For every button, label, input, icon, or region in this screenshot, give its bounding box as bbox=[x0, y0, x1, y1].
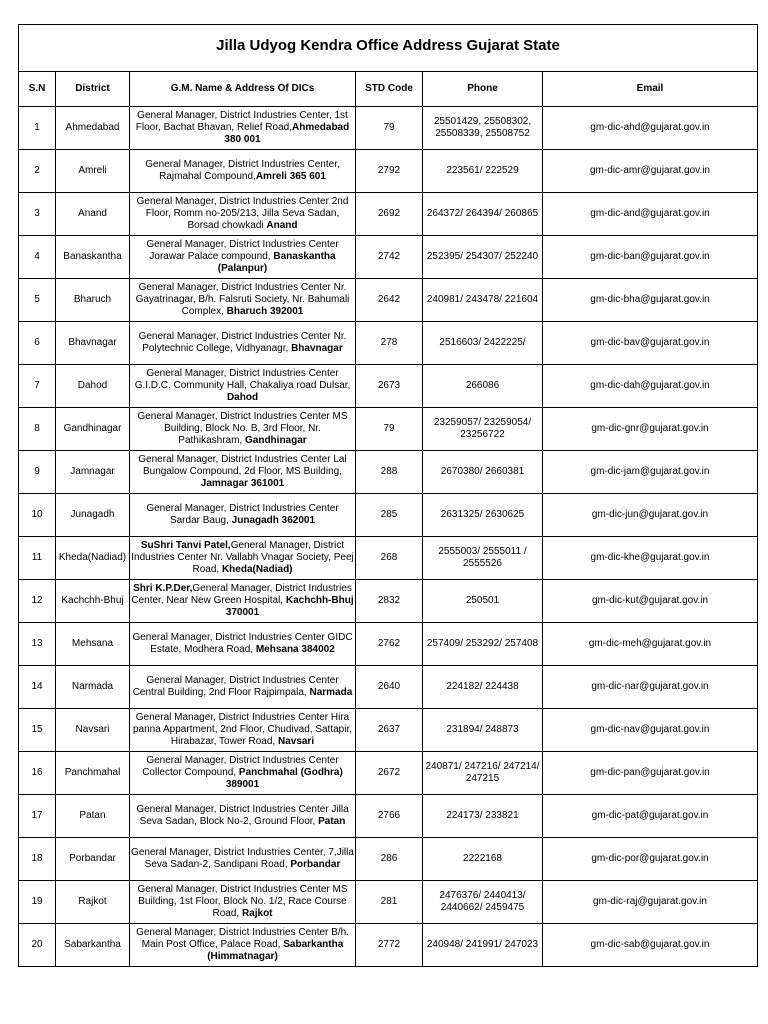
gm-name: SuShri Tanvi Patel, bbox=[140, 540, 231, 551]
header-phone: Phone bbox=[423, 72, 543, 107]
cell-std-code: 268 bbox=[356, 537, 423, 580]
cell-phone: 264372/ 264394/ 260865 bbox=[423, 193, 543, 236]
cell-std-code: 2672 bbox=[356, 752, 423, 795]
address-city: Bharuch 392001 bbox=[226, 306, 304, 317]
header-district: District bbox=[56, 72, 130, 107]
address-city: Kheda(Nadiad) bbox=[221, 564, 293, 575]
cell-address bbox=[130, 924, 356, 967]
cell-phone: 240871/ 247216/ 247214/ 247215 bbox=[423, 752, 543, 795]
address-text: General Manager, District Industries Center, Rajmahal Compound, bbox=[145, 159, 340, 182]
address-city: Amreli 365 601 bbox=[255, 171, 326, 182]
cell-sn: 6 bbox=[19, 322, 56, 365]
cell-district: Bhavnagar bbox=[56, 322, 130, 365]
address-text: General Manager, District Industries Center 2nd Floor, Romm no-205/213, Jilla Seva Sadan, Borsad chowkadi bbox=[136, 196, 349, 231]
cell-district: Porbandar bbox=[56, 838, 130, 881]
cell-sn: 9 bbox=[19, 451, 56, 494]
cell-email: gm-dic-pan@gujarat.gov.in bbox=[543, 752, 758, 795]
cell-address bbox=[130, 537, 356, 580]
cell-email: gm-dic-bav@gujarat.gov.in bbox=[543, 322, 758, 365]
cell-address bbox=[130, 279, 356, 322]
table-row bbox=[19, 623, 758, 666]
cell-sn: 13 bbox=[19, 623, 56, 666]
cell-std-code: 79 bbox=[356, 408, 423, 451]
address-city: Banaskantha (Palanpur) bbox=[217, 251, 336, 274]
cell-email: gm-dic-jun@gujarat.gov.in bbox=[543, 494, 758, 537]
cell-address bbox=[130, 838, 356, 881]
table-row bbox=[19, 580, 758, 623]
cell-email: gm-dic-nar@gujarat.gov.in bbox=[543, 666, 758, 709]
address-text: General Manager, District Industries Center GIDC Estate, Modhera Road, bbox=[132, 632, 353, 655]
cell-email: gm-dic-ahd@gujarat.gov.in bbox=[543, 107, 758, 150]
cell-address bbox=[130, 881, 356, 924]
cell-district: Dahod bbox=[56, 365, 130, 408]
cell-district: Kachchh-Bhuj bbox=[56, 580, 130, 623]
cell-district: Anand bbox=[56, 193, 130, 236]
cell-sn: 8 bbox=[19, 408, 56, 451]
cell-sn: 12 bbox=[19, 580, 56, 623]
cell-std-code: 281 bbox=[356, 881, 423, 924]
table-row bbox=[19, 494, 758, 537]
address-text: General Manager, District Industries Center Nr. Vallabh Vnagar Society, Peej Road, bbox=[131, 540, 354, 575]
table-row bbox=[19, 924, 758, 967]
address-text: General Manager, District Industries Center Lal Bungalow Compound, 2d Floor, MS Building, bbox=[138, 454, 347, 477]
cell-sn: 15 bbox=[19, 709, 56, 752]
table-row bbox=[19, 279, 758, 322]
cell-phone: 223561/ 222529 bbox=[423, 150, 543, 193]
address-text: General Manager, District Industries Center Hira panna Appartment, 2nd Floor, Chudivad, Sattapir, Hirabazar, Tower Road, bbox=[132, 712, 353, 747]
cell-address bbox=[130, 709, 356, 752]
cell-std-code: 2637 bbox=[356, 709, 423, 752]
cell-sn: 20 bbox=[19, 924, 56, 967]
table-row bbox=[19, 752, 758, 795]
cell-std-code: 2742 bbox=[356, 236, 423, 279]
cell-address bbox=[130, 107, 356, 150]
cell-email: gm-dic-khe@gujarat.gov.in bbox=[543, 537, 758, 580]
address-text: General Manager, District Industries Center Nr. Gayatrinagar, B/h. Falsruti Society, Nr. Bahumali Complex, bbox=[135, 282, 350, 317]
document-page bbox=[18, 24, 758, 967]
cell-email: gm-dic-and@gujarat.gov.in bbox=[543, 193, 758, 236]
cell-district: Rajkot bbox=[56, 881, 130, 924]
cell-std-code: 2692 bbox=[356, 193, 423, 236]
cell-std-code: 285 bbox=[356, 494, 423, 537]
address-city: Rajkot bbox=[241, 908, 273, 919]
cell-address bbox=[130, 365, 356, 408]
table-row bbox=[19, 795, 758, 838]
address-text: General Manager, District Industries Center G.I.D.C. Community Hall, Chakaliya road Dulsar, bbox=[134, 368, 351, 391]
cell-sn: 16 bbox=[19, 752, 56, 795]
cell-std-code: 2642 bbox=[356, 279, 423, 322]
document-title: Jilla Udyog Kendra Office Address Gujarat State bbox=[19, 25, 758, 72]
table-row bbox=[19, 365, 758, 408]
cell-address bbox=[130, 408, 356, 451]
cell-address bbox=[130, 451, 356, 494]
address-text: General Manager, District Industries Center MS Building, Block No. B, 3rd Floor, Nr. Pathikashram, bbox=[137, 411, 348, 446]
cell-std-code: 2673 bbox=[356, 365, 423, 408]
cell-std-code: 288 bbox=[356, 451, 423, 494]
cell-std-code: 2792 bbox=[356, 150, 423, 193]
cell-district: Kheda(Nadiad) bbox=[56, 537, 130, 580]
cell-phone: 2631325/ 2630625 bbox=[423, 494, 543, 537]
cell-address bbox=[130, 150, 356, 193]
cell-district: Narmada bbox=[56, 666, 130, 709]
table-row bbox=[19, 193, 758, 236]
cell-phone: 231894/ 248873 bbox=[423, 709, 543, 752]
cell-phone: 224173/ 233821 bbox=[423, 795, 543, 838]
cell-address bbox=[130, 795, 356, 838]
cell-phone: 257409/ 253292/ 257408 bbox=[423, 623, 543, 666]
table-row bbox=[19, 881, 758, 924]
cell-email: gm-dic-gnr@gujarat.gov.in bbox=[543, 408, 758, 451]
cell-district: Junagadh bbox=[56, 494, 130, 537]
address-text: General Manager, District Industries Center MS Building, 1st Floor, Block No. 1/2, Race Course Road, bbox=[137, 884, 348, 919]
address-text: General Manager, District Industries Center Sardar Baug, bbox=[146, 503, 339, 526]
table-row bbox=[19, 107, 758, 150]
cell-phone: 23259057/ 23259054/ 23256722 bbox=[423, 408, 543, 451]
cell-district: Gandhinagar bbox=[56, 408, 130, 451]
address-city: Anand bbox=[266, 220, 298, 231]
cell-email: gm-dic-meh@gujarat.gov.in bbox=[543, 623, 758, 666]
cell-address bbox=[130, 623, 356, 666]
cell-phone: 25501429, 25508302, 25508339, 25508752 bbox=[423, 107, 543, 150]
cell-sn: 1 bbox=[19, 107, 56, 150]
header-address: G.M. Name & Address Of DICs bbox=[130, 72, 356, 107]
table-row bbox=[19, 408, 758, 451]
address-text: General Manager, District Industries Center Jilla Seva Sadan, Block No-2, Ground Floor, bbox=[136, 804, 349, 827]
cell-email: gm-dic-jam@gujarat.gov.in bbox=[543, 451, 758, 494]
cell-phone: 2670380/ 2660381 bbox=[423, 451, 543, 494]
header-sn: S.N bbox=[19, 72, 56, 107]
cell-std-code: 79 bbox=[356, 107, 423, 150]
cell-address bbox=[130, 494, 356, 537]
cell-phone: 2222168 bbox=[423, 838, 543, 881]
cell-sn: 19 bbox=[19, 881, 56, 924]
dic-address-table bbox=[18, 24, 758, 967]
cell-address bbox=[130, 666, 356, 709]
address-text: General Manager, District Industries Center, 1st Floor, Bachat Bhavan, Relief Road, bbox=[135, 110, 348, 133]
address-text: General Manager, District Industries Center, Near New Green Hospital, bbox=[131, 583, 352, 606]
address-city: Ahmedabad 380 001 bbox=[224, 122, 350, 145]
cell-email: gm-dic-pat@gujarat.gov.in bbox=[543, 795, 758, 838]
cell-email: gm-dic-nav@gujarat.gov.in bbox=[543, 709, 758, 752]
cell-address bbox=[130, 322, 356, 365]
cell-std-code: 2832 bbox=[356, 580, 423, 623]
cell-sn: 2 bbox=[19, 150, 56, 193]
address-city: Patan bbox=[318, 816, 346, 827]
cell-email: gm-dic-kut@gujarat.gov.in bbox=[543, 580, 758, 623]
cell-address bbox=[130, 193, 356, 236]
header-email: Email bbox=[543, 72, 758, 107]
table-row bbox=[19, 322, 758, 365]
cell-district: Banaskantha bbox=[56, 236, 130, 279]
cell-email: gm-dic-raj@gujarat.gov.in bbox=[543, 881, 758, 924]
address-text: General Manager, District Industries Center Jorawar Palace compound, bbox=[146, 239, 339, 262]
cell-phone: 252395/ 254307/ 252240 bbox=[423, 236, 543, 279]
cell-std-code: 2766 bbox=[356, 795, 423, 838]
cell-district: Navsari bbox=[56, 709, 130, 752]
address-city: Jamnagar 361001 bbox=[200, 478, 285, 489]
cell-sn: 18 bbox=[19, 838, 56, 881]
cell-phone: 240981/ 243478/ 221604 bbox=[423, 279, 543, 322]
cell-std-code: 278 bbox=[356, 322, 423, 365]
table-row bbox=[19, 451, 758, 494]
address-city: Sabarkantha (Himmatnagar) bbox=[207, 939, 344, 962]
cell-email: gm-dic-amr@gujarat.gov.in bbox=[543, 150, 758, 193]
cell-address bbox=[130, 580, 356, 623]
cell-district: Panchmahal bbox=[56, 752, 130, 795]
cell-std-code: 2772 bbox=[356, 924, 423, 967]
cell-email: gm-dic-por@gujarat.gov.in bbox=[543, 838, 758, 881]
address-text: General Manager, District Industries Center, 7,Jilla Seva Sadan-2, Sandipani Road, bbox=[131, 847, 354, 870]
cell-sn: 17 bbox=[19, 795, 56, 838]
address-city: Navsari bbox=[277, 736, 315, 747]
address-text: General Manager, District Industries Center Collector Compound, bbox=[142, 755, 339, 778]
cell-std-code: 2640 bbox=[356, 666, 423, 709]
table-row bbox=[19, 709, 758, 752]
address-text: General Manager, District Industries Center Nr. Polytechnic College, Vidhyanagr, bbox=[138, 331, 347, 354]
cell-sn: 3 bbox=[19, 193, 56, 236]
cell-email: gm-dic-bha@gujarat.gov.in bbox=[543, 279, 758, 322]
cell-district: Mehsana bbox=[56, 623, 130, 666]
cell-sn: 11 bbox=[19, 537, 56, 580]
address-city: Narmada bbox=[309, 687, 353, 698]
cell-district: Amreli bbox=[56, 150, 130, 193]
cell-phone: 2476376/ 2440413/ 2440662/ 2459475 bbox=[423, 881, 543, 924]
table-row bbox=[19, 666, 758, 709]
cell-email: gm-dic-ban@gujarat.gov.in bbox=[543, 236, 758, 279]
gm-name: Shri K.P.Der, bbox=[133, 583, 193, 594]
cell-phone: 240948/ 241991/ 247023 bbox=[423, 924, 543, 967]
cell-phone: 224182/ 224438 bbox=[423, 666, 543, 709]
cell-phone: 2555003/ 2555011 / 2555526 bbox=[423, 537, 543, 580]
cell-sn: 10 bbox=[19, 494, 56, 537]
table-row bbox=[19, 236, 758, 279]
cell-district: Ahmedabad bbox=[56, 107, 130, 150]
address-city: Kachchh-Bhuj 370001 bbox=[225, 595, 354, 618]
address-city: Gandhinagar bbox=[245, 435, 307, 446]
cell-district: Sabarkantha bbox=[56, 924, 130, 967]
address-city: Porbandar bbox=[290, 859, 341, 870]
cell-std-code: 286 bbox=[356, 838, 423, 881]
cell-sn: 4 bbox=[19, 236, 56, 279]
address-city: Mehsana 384002 bbox=[255, 644, 335, 655]
cell-sn: 14 bbox=[19, 666, 56, 709]
cell-phone: 250501 bbox=[423, 580, 543, 623]
table-row bbox=[19, 150, 758, 193]
cell-email: gm-dic-dah@gujarat.gov.in bbox=[543, 365, 758, 408]
cell-address bbox=[130, 236, 356, 279]
cell-sn: 5 bbox=[19, 279, 56, 322]
table-row bbox=[19, 537, 758, 580]
cell-phone: 2516603/ 2422225/ bbox=[423, 322, 543, 365]
header-std-code: STD Code bbox=[356, 72, 423, 107]
cell-std-code: 2762 bbox=[356, 623, 423, 666]
cell-phone: 266086 bbox=[423, 365, 543, 408]
address-city: Bhavnagar bbox=[291, 343, 343, 354]
table-row bbox=[19, 838, 758, 881]
cell-district: Bharuch bbox=[56, 279, 130, 322]
address-text: General Manager, District Industries Center B/h. Main Post Office, Palace Road, bbox=[136, 927, 349, 950]
cell-district: Patan bbox=[56, 795, 130, 838]
address-city: Dahod bbox=[226, 392, 259, 403]
table-header-row bbox=[19, 72, 758, 107]
address-city: Panchmahal (Godhra) 389001 bbox=[225, 767, 343, 790]
cell-email: gm-dic-sab@gujarat.gov.in bbox=[543, 924, 758, 967]
address-text: General Manager, District Industries Center Central Building, 2nd Floor Rajpimpala, bbox=[132, 675, 339, 698]
cell-address bbox=[130, 752, 356, 795]
cell-sn: 7 bbox=[19, 365, 56, 408]
address-city: Junagadh 362001 bbox=[231, 515, 316, 526]
cell-district: Jamnagar bbox=[56, 451, 130, 494]
